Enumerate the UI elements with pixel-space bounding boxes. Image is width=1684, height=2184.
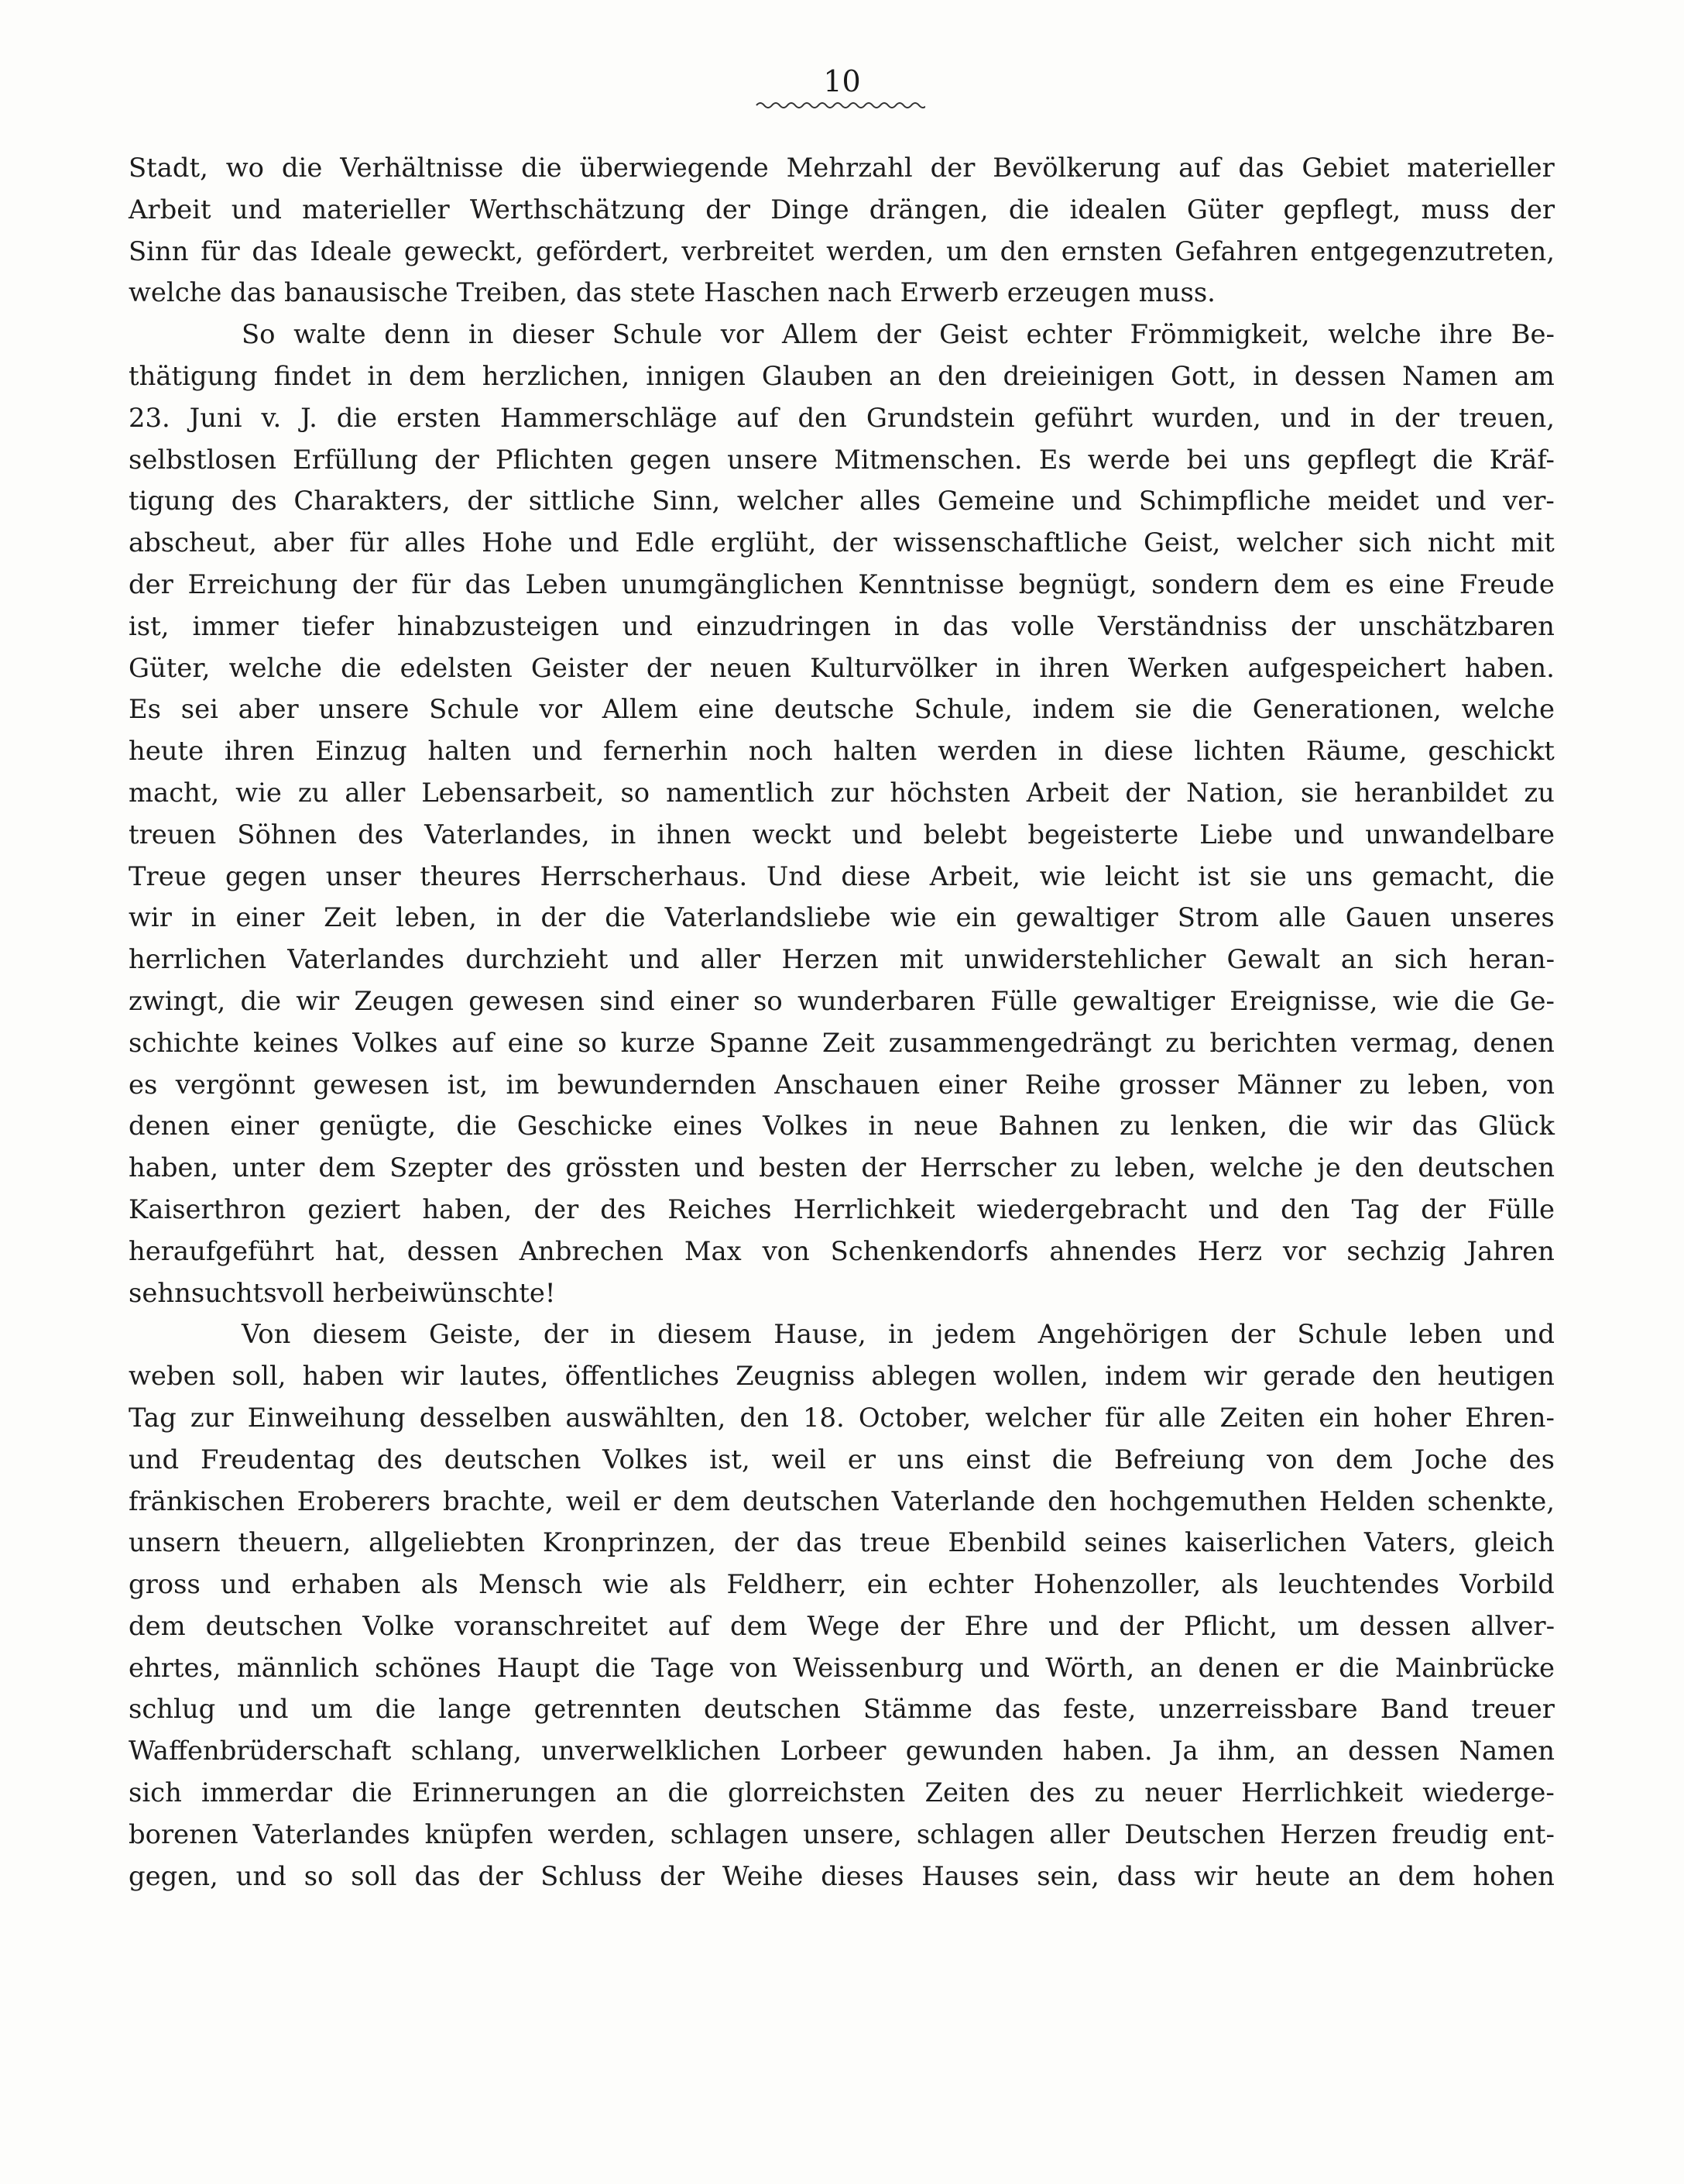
text-line: Waffenbrüderschaft schlang, unverwelklichen Lorbeer gewunden haben. Ja ihm, an dessen Namen	[129, 1736, 1555, 1767]
text-line: schlug und um die lange getrennten deutschen Stämme das feste, unzerreissbare Band treuer	[129, 1694, 1555, 1725]
page-number: 10	[823, 64, 861, 98]
text-line: ist, immer tiefer hinabzusteigen und einzudringen in das volle Verständniss der unschätzbaren	[129, 610, 1555, 641]
text-line: thätigung findet in dem herzlichen, innigen Glauben an den dreieinigen Gott, in dessen Namen am	[129, 360, 1555, 391]
text-line: abscheut, aber für alles Hohe und Edle erglüht, der wissenschaftliche Geist, welcher sich nicht mit	[129, 527, 1555, 558]
text-line: Kaiserthron geziert haben, der des Reiches Herrlichkeit wiedergebracht und den Tag der Fülle	[129, 1193, 1555, 1224]
text-line: herrlichen Vaterlandes durchzieht und aller Herzen mit unwiderstehlicher Gewalt an sich heran-	[129, 944, 1555, 975]
text-line: es vergönnt gewesen ist, im bewundernden Anschauen einer Reihe grosser Männer zu leben, von	[129, 1069, 1555, 1100]
text-line: tigung des Charakters, der sittliche Sinn, welcher alles Gemeine und Schimpfliche meidet und ver-	[129, 486, 1555, 517]
text-line: Sinn für das Ideale geweckt, gefördert, verbreitet werden, um den ernsten Gefahren entgegenzutreten,	[129, 235, 1555, 266]
text-line: schichte keines Volkes auf eine so kurze Spanne Zeit zusammengedrängt zu berichten vermag, denen	[129, 1027, 1555, 1058]
text-line: So walte denn in dieser Schule vor Allem der Geist echter Frömmigkeit, welche ihre Be-	[242, 319, 1555, 350]
text-line: sehnsuchtsvoll herbeiwünschte!	[129, 1277, 556, 1308]
text-line: denen einer genügte, die Geschicke eines Volkes in neue Bahnen zu lenken, die wir das Glück	[129, 1111, 1555, 1142]
text-line: welche das banausische Treiben, das stete Haschen nach Erwerb erzeugen muss.	[129, 277, 1216, 308]
text-line: fränkischen Eroberers brachte, weil er dem deutschen Vaterlande den hochgemuthen Helden schenkte,	[129, 1485, 1555, 1516]
text-line: haben, unter dem Szepter des grössten und besten der Herrscher zu leben, welche je den deutschen	[129, 1152, 1555, 1183]
body-text	[129, 147, 1555, 1897]
text-line: dem deutschen Volke voranschreitet auf dem Wege der Ehre und der Pflicht, um dessen allver-	[129, 1610, 1555, 1641]
text-line: heute ihren Einzug halten und fernerhin noch halten werden in diese lichten Räume, geschickt	[129, 736, 1555, 767]
text-line: und Freudentag des deutschen Volkes ist, weil er uns einst die Befreiung von dem Joche des	[129, 1444, 1555, 1475]
text-line: der Erreichung der für das Leben unumgänglichen Kenntnisse begnügt, sondern dem es eine Freude	[129, 568, 1555, 599]
text-line: heraufgeführt hat, dessen Anbrechen Max von Schenkendorfs ahnendes Herz vor sechzig Jahren	[129, 1235, 1555, 1266]
text-line: Es sei aber unsere Schule vor Allem eine deutsche Schule, indem sie die Generationen, welche	[129, 694, 1555, 725]
text-line: ehrtes, männlich schönes Haupt die Tage von Weissenburg und Wörth, an denen er die Mainbrücke	[129, 1652, 1555, 1683]
text-line: Güter, welche die edelsten Geister der neuen Kulturvölker in ihren Werken aufgespeichert haben.	[129, 652, 1555, 683]
text-line: Tag zur Einweihung desselben auswählten, den 18. October, welcher für alle Zeiten ein hoher Ehren-	[129, 1402, 1555, 1433]
text-line: Von diesem Geiste, der in diesem Hause, in jedem Angehörigen der Schule leben und	[242, 1319, 1555, 1350]
text-line: weben soll, haben wir lautes, öffentliches Zeugniss ablegen wollen, indem wir gerade den heutigen	[129, 1361, 1555, 1392]
text-line: wir in einer Zeit leben, in der die Vaterlandsliebe wie ein gewaltiger Strom alle Gauen unseres	[129, 902, 1555, 933]
text-line: selbstlosen Erfüllung der Pflichten gegen unsere Mitmenschen. Es werde bei uns gepflegt die Kräf-	[129, 444, 1555, 475]
text-line: 23. Juni v. J. die ersten Hammerschläge auf den Grundstein geführt wurden, und in der treuen,	[129, 402, 1555, 433]
text-line: gross und erhaben als Mensch wie als Feldherr, ein echter Hohenzoller, als leuchtendes Vorbild	[129, 1569, 1555, 1600]
text-line: gegen, und so soll das der Schluss der Weihe dieses Hauses sein, dass wir heute an dem hohen	[129, 1860, 1555, 1891]
wavy-rule-ornament	[755, 99, 925, 112]
text-line: macht, wie zu aller Lebensarbeit, so namentlich zur höchsten Arbeit der Nation, sie heranbildet zu	[129, 777, 1555, 808]
text-line: Arbeit und materieller Werthschätzung der Dinge drängen, die idealen Güter gepflegt, muss der	[129, 194, 1555, 225]
text-line: zwingt, die wir Zeugen gewesen sind einer so wunderbaren Fülle gewaltiger Ereignisse, wie die Ge-	[129, 985, 1555, 1016]
text-line: treuen Söhnen des Vaterlandes, in ihnen weckt und belebt begeisterte Liebe und unwandelbare	[129, 819, 1555, 850]
text-line: Stadt, wo die Verhältnisse die überwiegende Mehrzahl der Bevölkerung auf das Gebiet materieller	[129, 153, 1555, 183]
text-line: unsern theuern, allgeliebten Kronprinzen, der das treue Ebenbild seines kaiserlichen Vaters, gleich	[129, 1527, 1555, 1558]
text-line: borenen Vaterlandes knüpfen werden, schlagen unsere, schlagen aller Deutschen Herzen freudig ent-	[129, 1818, 1555, 1849]
text-line: Treue gegen unser theures Herrscherhaus. Und diese Arbeit, wie leicht ist sie uns gemacht, die	[129, 860, 1555, 891]
text-line: sich immerdar die Erinnerungen an die glorreichsten Zeiten des zu neuer Herrlichkeit wiederge-	[129, 1777, 1555, 1808]
